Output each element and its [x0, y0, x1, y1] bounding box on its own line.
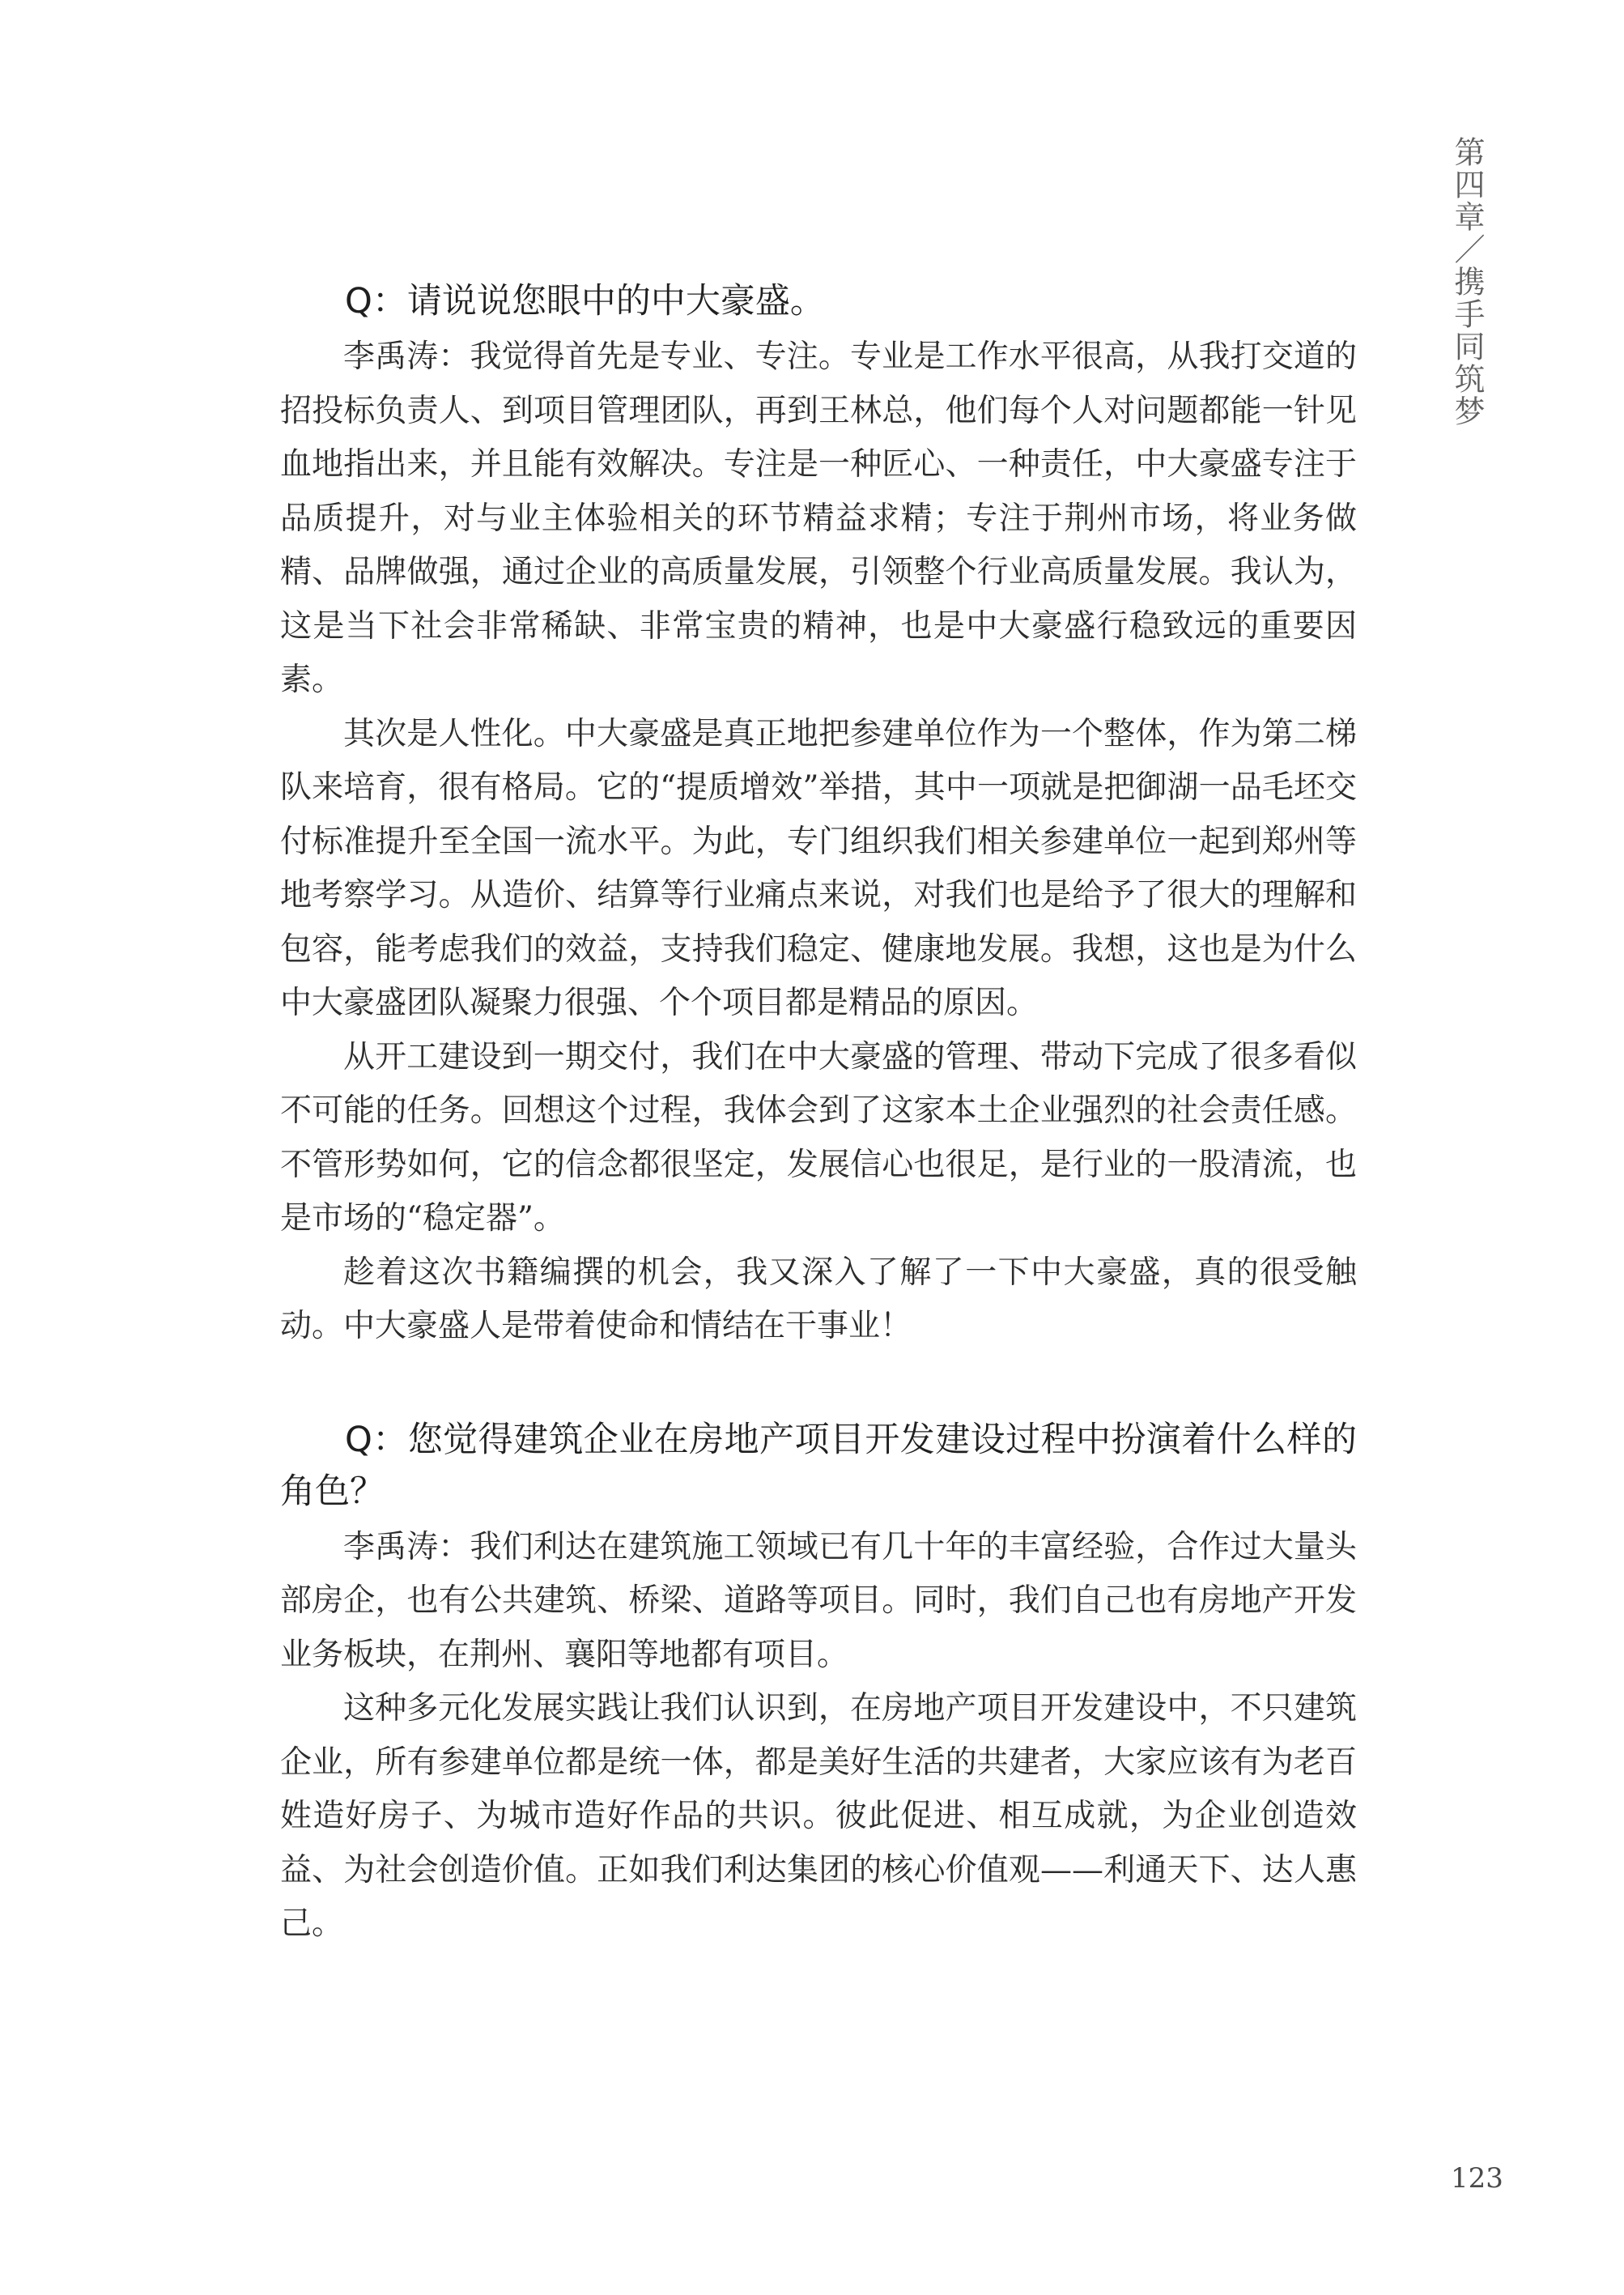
- answer-paragraph: 其次是人性化。中大豪盛是真正地把参建单位作为一个整体，作为第二梯队来培育，很有格局。它的“提质增效”举措，其中一项就是把御湖一品毛坯交付标准提升至全国一流水平。为此，专门组织我们相关参建单位一起到郑州等地考察学习。从造价、结算等行业痛点来说，对我们也是给予了很大的理解和包容，能考虑我们的效益，支持我们稳定、健康地发展。我想，这也是为什么中大豪盛团队凝聚力很强、个个项目都是精品的原因。: [280, 715, 1357, 1021]
- answer-paragraph: 从开工建设到一期交付，我们在中大豪盛的管理、带动下完成了很多看似不可能的任务。回想这个过程，我体会到了这家本土企业强烈的社会责任感。不管形势如何，它的信念都很坚定，发展信心也很足，是行业的一股清流，也是市场的“稳定器”。: [280, 1038, 1357, 1237]
- article-body: [280, 275, 1357, 1952]
- answer-paragraph: 趁着这次书籍编撰的机会，我又深入了解了一下中大豪盛，真的很受触动。中大豪盛人是带着使命和情结在干事业！: [280, 1254, 1357, 1344]
- answer-paragraph: 这种多元化发展实践让我们认识到，在房地产项目开发建设中，不只建筑企业，所有参建单位都是统一体，都是美好生活的共建者，大家应该有为老百姓造好房子、为城市造好作品的共识。彼此促进、相互成就，为企业创造效益、为社会创造价值。正如我们利达集团的核心价值观——利通天下、达人惠己。: [280, 1690, 1357, 1942]
- question-heading: Q：您觉得建筑企业在房地产项目开发建设过程中扮演着什么样的角色？: [280, 1419, 1357, 1512]
- running-header: 第四章／携手同筑梦: [1449, 136, 1485, 428]
- answer-paragraph: 李禹涛：我们利达在建筑施工领域已有几十年的丰富经验，合作过大量头部房企，也有公共建筑、桥梁、道路等项目。同时，我们自己也有房地产开发业务板块，在荆州、襄阳等地都有项目。: [280, 1528, 1357, 1673]
- answer-paragraph: 李禹涛：我觉得首先是专业、专注。专业是工作水平很高，从我打交道的招投标负责人、到项目管理团队，再到王林总，他们每个人对问题都能一针见血地指出来，并且能有效解决。专注是一种匠心、一种责任，中大豪盛专注于品质提升，对与业主体验相关的环节精益求精；专注于荆州市场，将业务做精、品牌做强，通过企业的高质量发展，引领整个行业高质量发展。我认为，这是当下社会非常稀缺、非常宝贵的精神，也是中大豪盛行稳致远的重要因素。: [280, 339, 1357, 698]
- page-number: 123: [1451, 2162, 1503, 2195]
- question-heading: Q：请说说您眼中的中大豪盛。: [345, 281, 825, 321]
